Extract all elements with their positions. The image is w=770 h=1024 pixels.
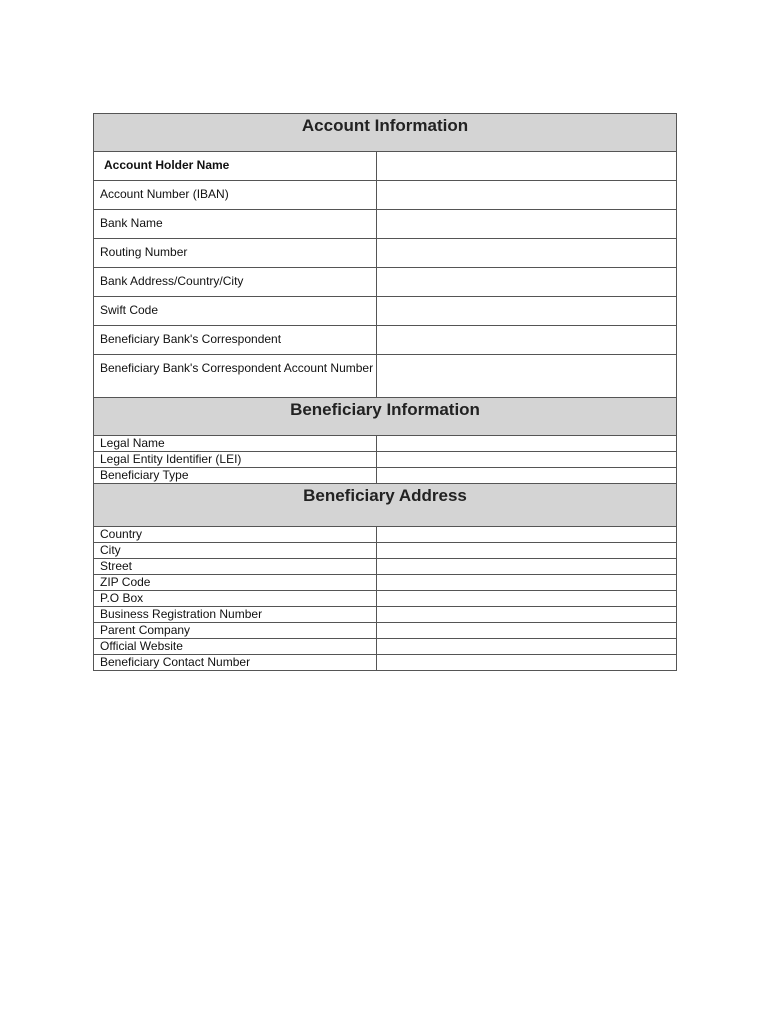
field-label-official-website: Official Website [94,639,377,655]
table-row [94,623,677,639]
field-label-street: Street [94,559,377,575]
section-header-account [94,114,677,152]
section-title: Account Information [94,114,677,152]
table-row [94,297,677,326]
table-row [94,655,677,671]
field-label-bank-address: Bank Address/Country/City [94,268,377,297]
section-header-address [94,484,677,527]
table-row [94,543,677,559]
field-label-country: Country [94,527,377,543]
field-value-account-number[interactable] [377,181,677,210]
field-label-city: City [94,543,377,559]
field-label-account-number: Account Number (IBAN) [94,181,377,210]
field-value-correspondent-account[interactable] [377,355,677,398]
table-row [94,436,677,452]
section-header-beneficiary [94,398,677,436]
field-label-correspondent-account: Beneficiary Bank's Correspondent Account Number [94,355,377,398]
field-label-correspondent: Beneficiary Bank's Correspondent [94,326,377,355]
table-row [94,268,677,297]
field-value-contact-number[interactable] [377,655,677,671]
table-row [94,355,677,398]
table-row [94,452,677,468]
table-row [94,559,677,575]
table-row [94,152,677,181]
table-row [94,181,677,210]
field-label-bank-name: Bank Name [94,210,377,239]
field-label-zip-code: ZIP Code [94,575,377,591]
field-value-street[interactable] [377,559,677,575]
field-label-parent-company: Parent Company [94,623,377,639]
field-value-po-box[interactable] [377,591,677,607]
field-value-lei[interactable] [377,452,677,468]
field-value-city[interactable] [377,543,677,559]
field-value-bank-address[interactable] [377,268,677,297]
table-row [94,639,677,655]
section-title: Beneficiary Address [94,484,677,527]
field-label-swift-code: Swift Code [94,297,377,326]
table-row [94,607,677,623]
field-value-bank-name[interactable] [377,210,677,239]
table-row [94,591,677,607]
field-label-routing-number: Routing Number [94,239,377,268]
field-value-country[interactable] [377,527,677,543]
field-label-account-holder-name: Account Holder Name [94,152,377,181]
field-label-business-registration: Business Registration Number [94,607,377,623]
table-row [94,239,677,268]
field-label-beneficiary-type: Beneficiary Type [94,468,377,484]
field-value-parent-company[interactable] [377,623,677,639]
field-label-po-box: P.O Box [94,591,377,607]
field-value-account-holder-name[interactable] [377,152,677,181]
table-row [94,210,677,239]
section-title: Beneficiary Information [94,398,677,436]
field-value-beneficiary-type[interactable] [377,468,677,484]
field-value-zip-code[interactable] [377,575,677,591]
table-row [94,575,677,591]
field-value-official-website[interactable] [377,639,677,655]
field-label-lei: Legal Entity Identifier (LEI) [94,452,377,468]
table-row [94,527,677,543]
field-value-business-registration[interactable] [377,607,677,623]
field-value-legal-name[interactable] [377,436,677,452]
field-value-correspondent[interactable] [377,326,677,355]
account-form-table [93,113,677,671]
field-value-routing-number[interactable] [377,239,677,268]
table-row [94,326,677,355]
table-row [94,468,677,484]
field-label-legal-name: Legal Name [94,436,377,452]
field-label-contact-number: Beneficiary Contact Number [94,655,377,671]
field-value-swift-code[interactable] [377,297,677,326]
